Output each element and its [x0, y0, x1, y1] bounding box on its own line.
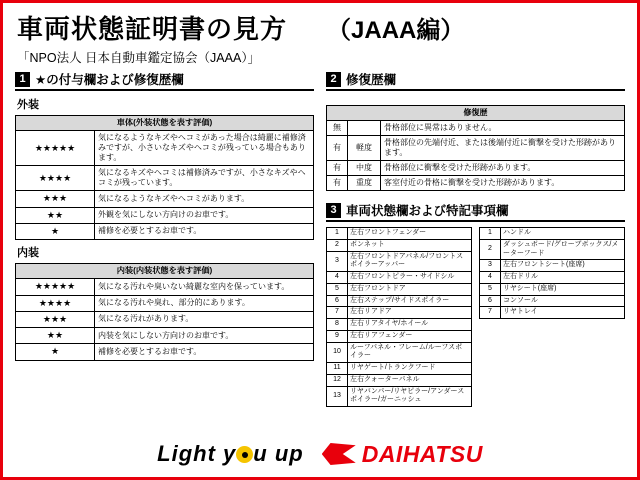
- exterior-table: [15, 115, 314, 240]
- table-row: [16, 223, 314, 239]
- rating-stars: ★★★★★: [16, 131, 95, 166]
- part-label: リヤトレイ: [501, 307, 625, 319]
- interior-parts-table: [479, 227, 625, 319]
- list-item: [480, 228, 625, 240]
- list-item: [480, 272, 625, 284]
- table-row: [16, 131, 314, 166]
- part-number: 7: [327, 307, 348, 319]
- repair-degree: [348, 121, 381, 136]
- part-number: 11: [327, 363, 348, 375]
- repair-history-table: [326, 105, 625, 191]
- part-label: ダッシュボード/グローブボックス/メーターフード: [501, 239, 625, 260]
- slogan-mid: u up: [253, 441, 304, 466]
- section3-number: 3: [326, 203, 341, 218]
- rating-desc: 外観を気にしない方向けのお車です。: [95, 207, 314, 223]
- table-row: [16, 295, 314, 311]
- rating-desc: 補修を必要とするお車です。: [95, 223, 314, 239]
- repair-desc: 客室付近の骨格に衝撃を受けた形跡があります。: [381, 176, 625, 191]
- list-item: [327, 307, 472, 319]
- table-row: [16, 328, 314, 344]
- rating-stars: ★★★★: [16, 295, 95, 311]
- rating-stars: ★★: [16, 328, 95, 344]
- repair-table-header: 修復歴: [327, 106, 625, 121]
- part-number: 8: [327, 319, 348, 331]
- table-row: [16, 344, 314, 360]
- table-row: [327, 176, 625, 191]
- rating-desc: 気になるようなキズやヘコミがあった場合は綺麗に補修済みですが、小さいなキズやヘコミが残っている場合もあります。: [95, 131, 314, 166]
- part-label: 左右フロントドアパネル/フロントスポイラーアッパー: [348, 251, 472, 272]
- part-number: 1: [480, 228, 501, 240]
- page-title: 車両状態証明書の見方: [17, 14, 288, 44]
- part-label: 左右フロントドア: [348, 283, 472, 295]
- part-number: 1: [327, 228, 348, 240]
- part-number: 2: [327, 239, 348, 251]
- part-label: 左右リアドア: [348, 307, 472, 319]
- table-row: [16, 191, 314, 207]
- rating-stars: ★: [16, 223, 95, 239]
- part-number: 3: [327, 251, 348, 272]
- list-item: [327, 363, 472, 375]
- part-number: 2: [480, 239, 501, 260]
- parts-lists: [326, 227, 625, 407]
- part-number: 5: [327, 283, 348, 295]
- section3-title: 車両状態欄および特記事項欄: [346, 204, 509, 218]
- part-label: 左右リアタイヤ/ホイール: [348, 319, 472, 331]
- exterior-table-header: 車体(外装状態を表す評価): [16, 116, 314, 131]
- part-label: 左右フロントフェンダー: [348, 228, 472, 240]
- part-label: 左右ステップ/サイドスポイラー: [348, 295, 472, 307]
- rating-desc: 内装を気にしない方向けのお車です。: [95, 328, 314, 344]
- part-number: 4: [327, 272, 348, 284]
- part-label: リヤシート(座席): [501, 283, 625, 295]
- rating-stars: ★★★★: [16, 166, 95, 191]
- table-row: [327, 121, 625, 136]
- list-item: [327, 342, 472, 363]
- interior-label: 内装: [17, 247, 39, 259]
- list-item: [480, 283, 625, 295]
- repair-degree: 中度: [348, 161, 381, 176]
- repair-level: 有: [327, 136, 348, 161]
- table-row: [16, 207, 314, 223]
- rating-stars: ★★★★★: [16, 279, 95, 295]
- part-label: コンソール: [501, 295, 625, 307]
- rating-desc: 気になる汚れや臭いない綺麗な室内を保っています。: [95, 279, 314, 295]
- exterior-label: 外装: [17, 99, 39, 111]
- part-label: リヤバンパー/リヤピラー/アンダースポイラー/ガーニッシュ: [348, 386, 472, 407]
- table-row: [16, 166, 314, 191]
- eye-icon: [236, 446, 253, 463]
- part-number: 13: [327, 386, 348, 407]
- repair-level: 有: [327, 176, 348, 191]
- part-label: ボンネット: [348, 239, 472, 251]
- repair-degree: 軽度: [348, 136, 381, 161]
- rating-stars: ★: [16, 344, 95, 360]
- section1-header: [15, 70, 314, 91]
- list-item: [327, 319, 472, 331]
- section2-title: 修復歴欄: [346, 73, 397, 87]
- table-row: [327, 136, 625, 161]
- table-row: [16, 311, 314, 327]
- part-number: 3: [480, 260, 501, 272]
- list-item: [480, 307, 625, 319]
- part-label: 左右クォーターパネル: [348, 374, 472, 386]
- section3-header: [326, 201, 625, 222]
- rating-desc: 気になる汚れがあります。: [95, 311, 314, 327]
- list-item: [327, 251, 472, 272]
- rating-desc: 気になるキズやヘコミは補修済みですが、小さなキズやヘコミが残っています。: [95, 166, 314, 191]
- part-number: 12: [327, 374, 348, 386]
- repair-level: 有: [327, 161, 348, 176]
- section2-number: 2: [326, 72, 341, 87]
- repair-desc: 骨格部位の先端付近、または後端付近に衝撃を受けた形跡があります。: [381, 136, 625, 161]
- section1-number: 1: [15, 72, 30, 87]
- rating-stars: ★★★: [16, 191, 95, 207]
- daihatsu-mark-icon: [322, 443, 356, 465]
- list-item: [480, 295, 625, 307]
- repair-level: 無: [327, 121, 348, 136]
- table-row: [16, 279, 314, 295]
- section1-title: ★の付与欄および修復歴欄: [35, 73, 184, 87]
- part-label: 左右フロントシート(座席): [501, 260, 625, 272]
- list-item: [480, 260, 625, 272]
- column-right: [326, 70, 625, 407]
- part-number: 5: [480, 283, 501, 295]
- part-label: リヤゲート/トランクフード: [348, 363, 472, 375]
- rating-stars: ★★: [16, 207, 95, 223]
- table-row: [327, 161, 625, 176]
- slogan-pre: Light y: [157, 441, 237, 466]
- column-left: [15, 70, 314, 407]
- repair-desc: 骨格部位に衝撃を受けた形跡があります。: [381, 161, 625, 176]
- light-you-up-logo: [157, 441, 304, 467]
- rating-desc: 気になるようなキズやヘコミがあります。: [95, 191, 314, 207]
- list-item: [327, 228, 472, 240]
- part-label: ルーフパネル・フレーム/ルーフスポイラー: [348, 342, 472, 363]
- page-subtitle: 「NPO法人 日本自動車鑑定協会（JAAA）」: [17, 51, 261, 65]
- part-number: 10: [327, 342, 348, 363]
- part-number: 4: [480, 272, 501, 284]
- list-item: [480, 239, 625, 260]
- part-label: ハンドル: [501, 228, 625, 240]
- rating-desc: 補修を必要とするお車です。: [95, 344, 314, 360]
- title-row: [3, 3, 637, 46]
- list-item: [327, 295, 472, 307]
- part-number: 9: [327, 330, 348, 342]
- list-item: [327, 283, 472, 295]
- interior-table-header: 内装(内装状態を表す評価): [16, 264, 314, 279]
- part-number: 6: [480, 295, 501, 307]
- list-item: [327, 386, 472, 407]
- section2-header: [326, 70, 625, 91]
- part-label: 左右ドリル: [501, 272, 625, 284]
- exterior-parts-table: [326, 227, 472, 407]
- rating-stars: ★★★: [16, 311, 95, 327]
- part-label: 左右フロントピラー・サイドシル: [348, 272, 472, 284]
- list-item: [327, 272, 472, 284]
- part-label: 左右リアフェンダー: [348, 330, 472, 342]
- list-item: [327, 330, 472, 342]
- page-title-suffix: （JAAA編）: [327, 17, 465, 44]
- daihatsu-wordmark: DAIHATSU: [361, 440, 483, 467]
- content-columns: [3, 70, 637, 407]
- footer: [3, 431, 637, 477]
- daihatsu-logo: [322, 441, 483, 468]
- interior-table: [15, 263, 314, 361]
- repair-degree: 重度: [348, 176, 381, 191]
- repair-desc: 骨格部位に異常はありません。: [381, 121, 625, 136]
- list-item: [327, 374, 472, 386]
- part-number: 7: [480, 307, 501, 319]
- part-number: 6: [327, 295, 348, 307]
- list-item: [327, 239, 472, 251]
- rating-desc: 気になる汚れや臭れ、部分的にあります。: [95, 295, 314, 311]
